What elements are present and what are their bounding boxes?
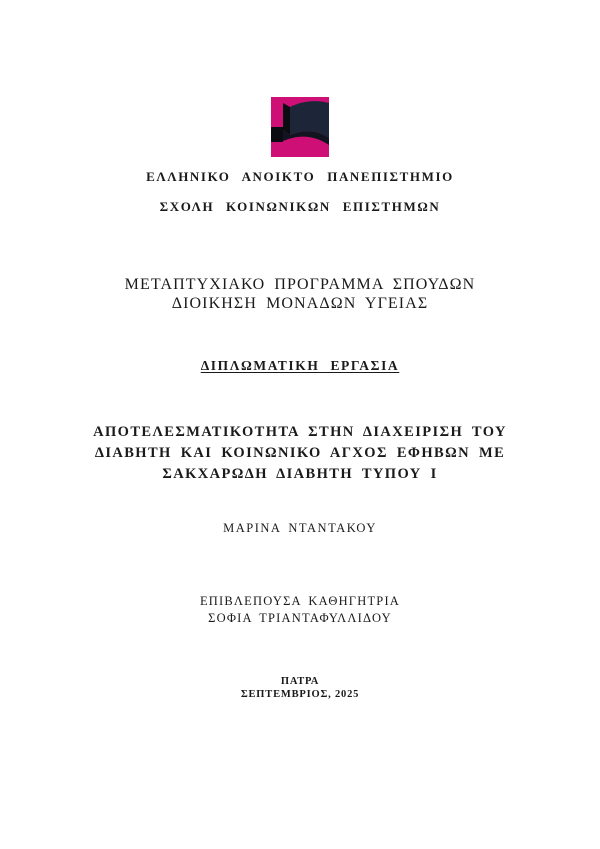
logo-container	[0, 0, 600, 157]
program-block	[0, 275, 600, 313]
supervisor-block	[0, 593, 600, 627]
hellenic-open-university-logo-icon	[271, 97, 329, 157]
program-line-1: ΜΕΤΑΠΤΥΧΙΑΚΟ ΠΡΟΓΡΑΜΜΑ ΣΠΟΥΔΩΝ	[124, 276, 476, 293]
date-label: ΣΕΠΤΕΜΒΡΙΟΣ, 2025	[240, 689, 360, 700]
school-name: ΣΧΟΛΗ ΚΟΙΝΩΝΙΚΩΝ ΕΠΙΣΤΗΜΩΝ	[159, 199, 441, 214]
city-label: ΠΑΤΡΑ	[280, 676, 320, 687]
supervisor-name: ΣΟΦΙΑ ΤΡΙΑΝΤΑΦΥΛΛΙΔΟΥ	[208, 611, 392, 625]
program-line-2: ΔΙΟΙΚΗΣΗ ΜΟΝΑΔΩΝ ΥΓΕΙΑΣ	[171, 295, 429, 312]
thesis-title-line-3: ΣΑΚΧΑΡΩΔΗ ΔΙΑΒΗΤΗ ΤΥΠΟΥ Ι	[162, 466, 438, 482]
thesis-title-line-2: ΔΙΑΒΗΤΗ ΚΑΙ ΚΟΙΝΩΝΙΚΟ ΑΓΧΟΣ ΕΦΗΒΩΝ ΜΕ	[94, 445, 506, 461]
thesis-title-line-1: ΑΠΟΤΕΛΕΣΜΑΤΙΚΟΤΗΤΑ ΣΤΗΝ ΔΙΑΧΕΙΡΙΣΗ ΤΟΥ	[93, 424, 507, 440]
author-name: ΜΑΡΙΝΑ ΝΤΑΝΤΑΚΟΥ	[223, 521, 377, 535]
thesis-type-text: ΔΙΠΛΩΜΑΤΙΚΗ ΕΡΓΑΣΙΑ	[200, 358, 400, 373]
university-name: ΕΛΛΗΝΙΚΟ ΑΝΟΙΚΤΟ ΠΑΝΕΠΙΣΤΗΜΙΟ	[146, 169, 454, 184]
place-date-block	[0, 675, 600, 701]
thesis-title	[0, 422, 600, 485]
supervisor-role: ΕΠΙΒΛΕΠΟΥΣΑ ΚΑΘΗΓΗΤΡΙΑ	[199, 594, 401, 608]
thesis-type-label	[0, 358, 600, 373]
